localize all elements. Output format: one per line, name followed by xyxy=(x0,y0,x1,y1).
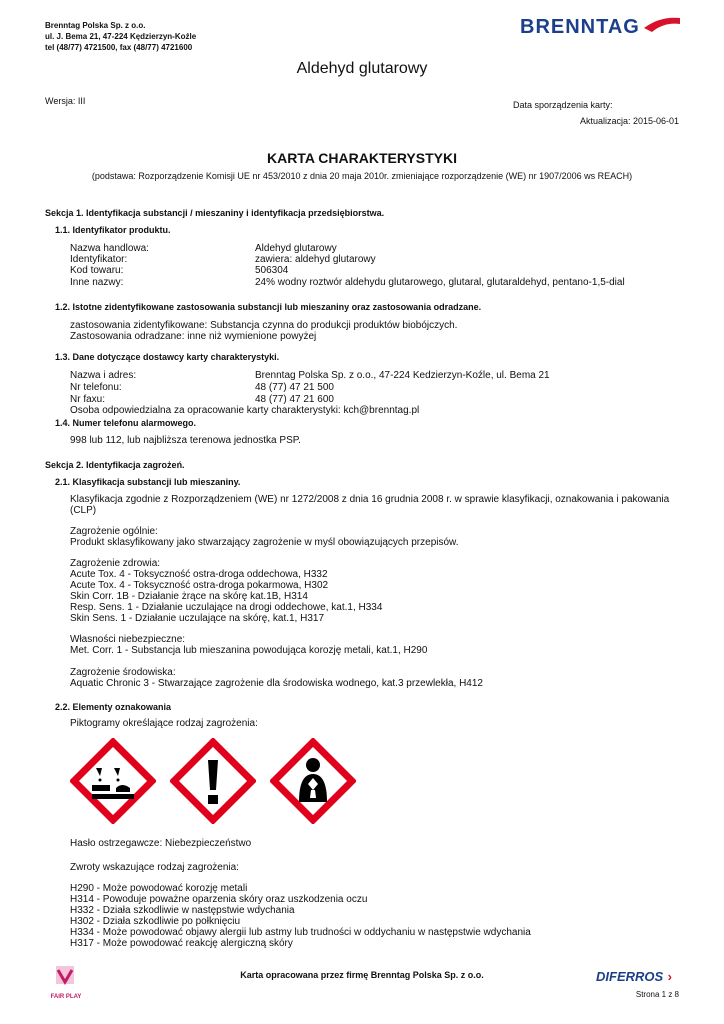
update-date: Aktualizacja: 2015-06-01 xyxy=(579,116,679,126)
product-value: Aldehyd glutarowy xyxy=(255,243,337,254)
signal-word: Hasło ostrzegawcze: Niebezpieczeństwo xyxy=(70,838,252,849)
company-street: ul. J. Bema 21, 47-224 Kędzierzyn-Koźle xyxy=(45,32,197,41)
product-key: Identyfikator: xyxy=(70,254,128,265)
clp-line: (CLP) xyxy=(70,505,97,516)
exclamation-icon xyxy=(170,738,256,824)
h-statement: H332 - Działa szkodliwie w następstwie wdychania xyxy=(70,905,295,916)
h-statements xyxy=(70,883,531,949)
h-statement: H302 - Działa szkodliwie po połknięciu xyxy=(70,916,241,927)
env-hazard-label: Zagrożenie środowiska: xyxy=(70,667,176,678)
supplier-key: Nr faxu: xyxy=(70,394,106,405)
brenntag-logo xyxy=(520,14,682,38)
health-hazard xyxy=(70,558,382,624)
subsection-1-1: 1.1. Identyfikator produktu. xyxy=(55,225,171,235)
physical-hazard-item: Met. Corr. 1 - Substancja lub mieszanina powodująca korozję metali, kat.1, H290 xyxy=(70,645,428,656)
uses-line: Zastosowania odradzane: inne niż wymienione powyżej xyxy=(70,331,317,342)
product-value: 24% wodny roztwór aldehydu glutarowego, glutaral, glutaraldehyd, pentano-1,5-dial xyxy=(255,277,625,288)
subsection-1-2: 1.2. Istotne zidentyfikowane zastosowania substancji lub mieszaniny oraz zastosowania odradzane. xyxy=(55,302,482,312)
env-hazard-item: Aquatic Chronic 3 - Stwarzające zagrożenie dla środowiska wodnego, kat.3 przewlekła, H412 xyxy=(70,678,483,689)
uses-block xyxy=(70,320,457,342)
company-address xyxy=(45,20,196,53)
company-phone: tel (48/77) 4721500, fax (48/77) 4721600 xyxy=(45,43,193,52)
supplier-value: Brenntag Polska Sp. z o.o., 47-224 Kedzierzyn-Koźle, ul. Bema 21 xyxy=(255,370,550,381)
fair-play-text: FAIR PLAY xyxy=(50,994,82,1000)
corrosion-icon xyxy=(70,738,156,824)
product-value: 506304 xyxy=(255,265,289,276)
company-name: Brenntag Polska Sp. z o.o. xyxy=(45,21,146,30)
doc-title: Aldehyd glutarowy xyxy=(296,60,428,77)
section2-heading: Sekcja 2. Identyfikacja zagrożeń. xyxy=(45,460,185,470)
health-hazard-item: Skin Sens. 1 - Działanie uczulające na skórę, kat.1, H317 xyxy=(70,613,325,624)
health-hazard-label: Zagrożenie zdrowia: xyxy=(70,558,161,569)
h-statements-label: Zwroty wskazujące rodzaj zagrożenia: xyxy=(70,862,239,873)
clp-block xyxy=(70,494,669,516)
section1-heading: Sekcja 1. Identyfikacja substancji / mieszaniny i identyfikacja przedsiębiorstwa. xyxy=(45,208,385,218)
general-hazard-label: Zagrożenie ogólnie: xyxy=(70,526,158,537)
health-hazard-item: Resp. Sens. 1 - Działanie uczulające na drogi oddechowe, kat.1, H334 xyxy=(70,602,383,613)
diferros-text: DIFERROS xyxy=(596,969,664,984)
h-statement: H290 - Może powodować korozję metali xyxy=(70,883,248,894)
subsection-1-4: 1.4. Numer telefonu alarmowego. xyxy=(55,418,197,428)
supplier-value: 48 (77) 47 21 500 xyxy=(255,382,334,393)
diferros-logo xyxy=(596,968,686,986)
product-key: Inne nazwy: xyxy=(70,277,124,288)
health-hazard-item: Acute Tox. 4 - Toksyczność ostra-droga pokarmowa, H302 xyxy=(70,580,329,591)
product-key: Nazwa handlowa: xyxy=(70,243,149,254)
health-hazard-icon xyxy=(270,738,356,824)
product-value: zawiera: aldehyd glutarowy xyxy=(255,254,376,265)
alarm-phone: 998 lub 112, lub najbliższa terenowa jednostka PSP. xyxy=(70,435,301,446)
health-hazard-item: Skin Corr. 1B - Działanie żrące na skórę kat.1B, H314 xyxy=(70,591,308,602)
h-statement: H314 - Powoduje poważne oparzenia skóry oraz uszkodzenia oczu xyxy=(70,894,368,905)
prepared-by: Karta opracowana przez firmę Brenntag Polska Sp. z o.o. xyxy=(240,970,484,980)
health-hazard-item: Acute Tox. 4 - Toksyczność ostra-droga oddechowa, H332 xyxy=(70,569,328,580)
diferros-arrow-icon: › xyxy=(667,969,672,984)
subsection-2-1: 2.1. Klasyfikacja substancji lub mieszaniny. xyxy=(55,477,241,487)
supplier-key: Nr telefonu: xyxy=(70,382,122,393)
general-hazard-text: Produkt sklasyfikowany jako stwarzający zagrożenie w myśl obowiązujących przepisów. xyxy=(70,537,459,548)
pictograms-label: Piktogramy określające rodzaj zagrożenia: xyxy=(70,718,258,729)
supplier-key: Nazwa i adres: xyxy=(70,370,137,381)
sheet-title: KARTA CHARAKTERYSTYKI xyxy=(266,150,458,166)
uses-line: zastosowania zidentyfikowane: Substancja czynna do produkcji produktów biobójczych. xyxy=(70,320,458,331)
product-key: Kod towaru: xyxy=(70,265,124,276)
subsection-1-3: 1.3. Dane dotyczące dostawcy karty charakterystyki. xyxy=(55,352,280,362)
physical-hazard xyxy=(70,634,427,656)
h-statement: H317 - Może powodować reakcję alergiczną skóry xyxy=(70,938,293,949)
h-statement: H334 - Może powodować objawy alergii lub astmy lub trudności w oddychaniu w następstwie wdychania xyxy=(70,927,531,938)
supplier-value: 48 (77) 47 21 600 xyxy=(255,394,334,405)
general-hazard xyxy=(70,526,459,548)
responsible-person: Osoba odpowiedzialna za opracowanie karty charakterystyki: kch@brenntag.pl xyxy=(70,405,420,416)
prep-date-label: Data sporządzenia karty: xyxy=(513,100,613,110)
env-hazard xyxy=(70,667,483,689)
page-number: Strona 1 z 8 xyxy=(635,990,679,999)
physical-hazard-label: Własności niebezpieczne: xyxy=(70,634,186,645)
subsection-2-2: 2.2. Elementy oznakowania xyxy=(55,702,172,712)
version: Wersja: III xyxy=(45,96,86,106)
clp-line: Klasyfikacja zgodnie z Rozporządzeniem (WE) nr 1272/2008 z dnia 16 grudnia 2008 r. w sprawie klasyfikacji, oznakowania i pakowania xyxy=(70,494,670,505)
brenntag-swoosh-icon xyxy=(642,14,682,36)
regulation-basis: (podstawa: Rozporządzenie Komisji UE nr 453/2010 z dnia 20 maja 2010r. zmieniające rozporządzenie (WE) nr 1907/2006 ws REACH) xyxy=(91,171,633,181)
brenntag-logo-text: BRENNTAG xyxy=(520,16,640,38)
